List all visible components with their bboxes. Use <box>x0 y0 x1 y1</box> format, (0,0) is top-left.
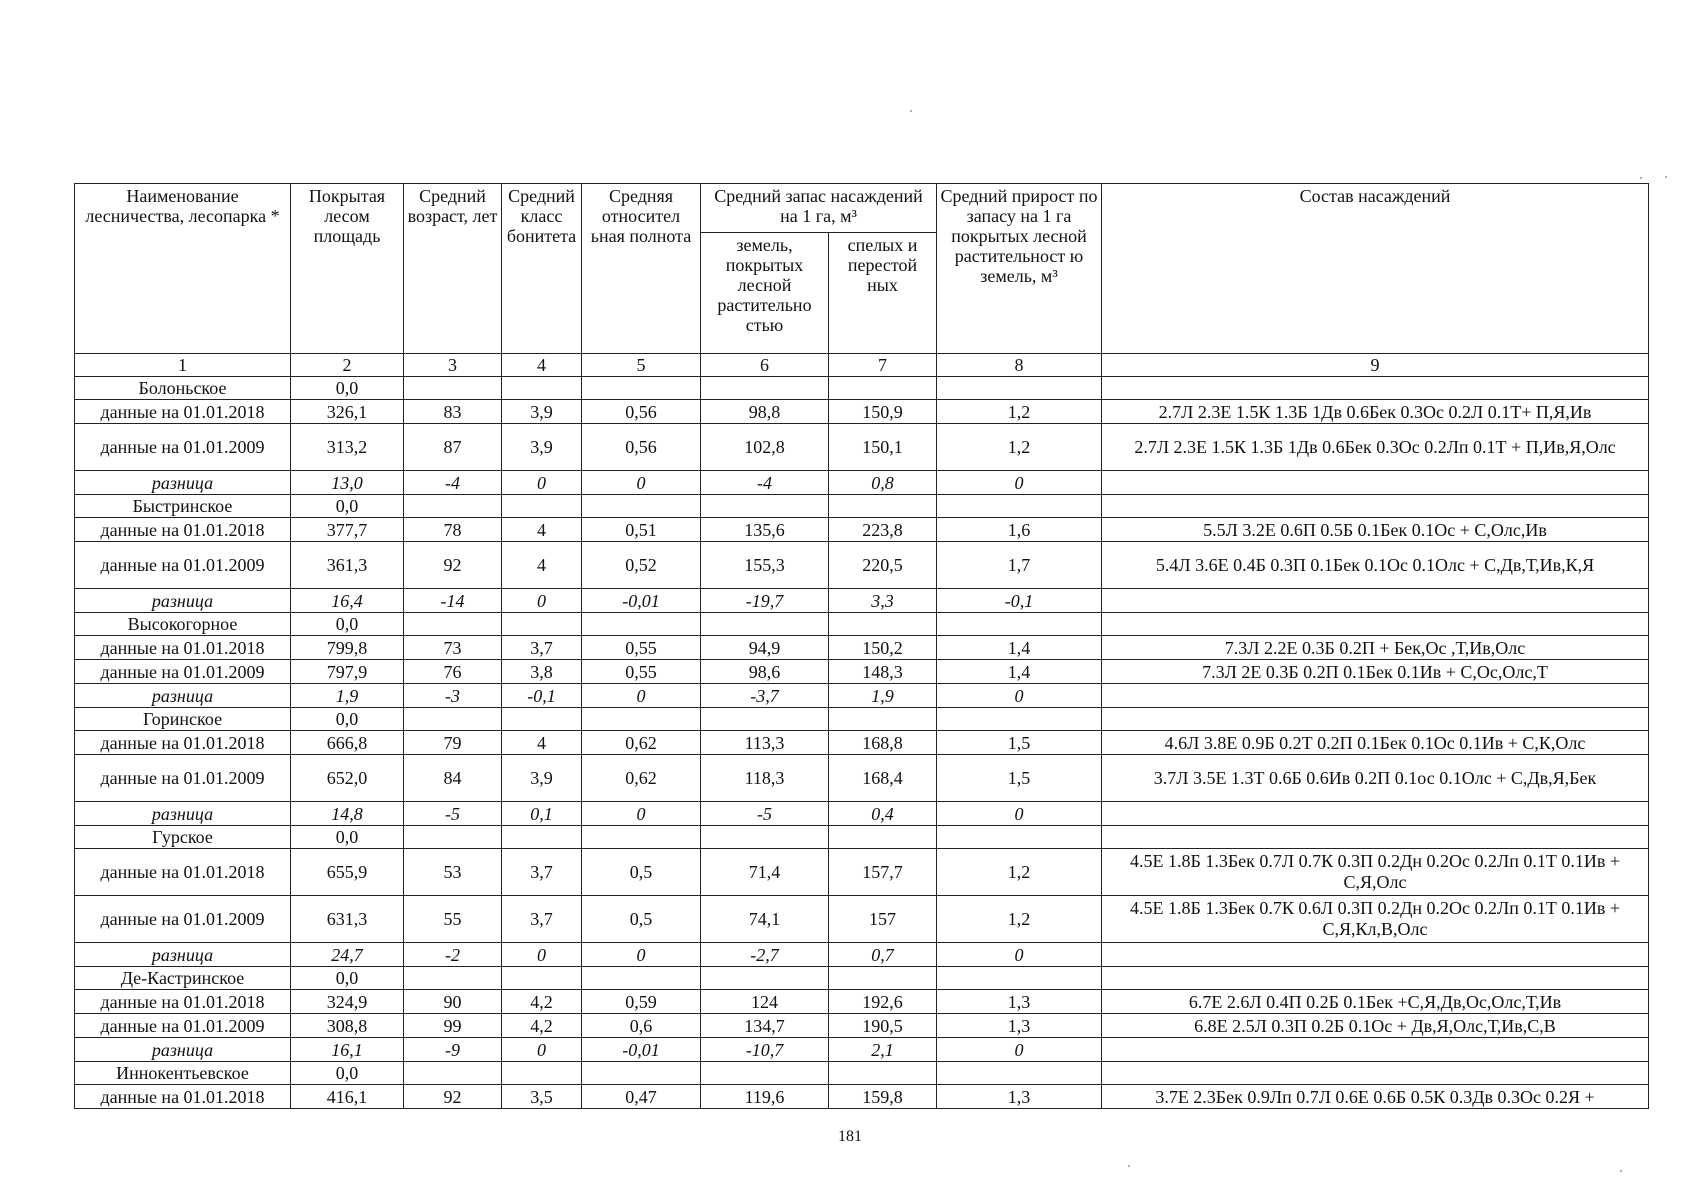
cell-stock-mature: 148,3 <box>829 660 937 684</box>
header-average-age: Средний возраст, лет <box>404 184 502 354</box>
scan-speck <box>910 110 912 112</box>
cell-forest-area: 377,7 <box>291 518 404 542</box>
scan-speck <box>1620 1170 1622 1172</box>
cell-stock-covered <box>701 967 829 990</box>
cell-avg-increment: 1,3 <box>937 990 1102 1014</box>
cell-stock-mature: 0,8 <box>829 471 937 495</box>
cell-forest-area: 326,1 <box>291 400 404 424</box>
cell-label: данные на 01.01.2018 <box>75 518 291 542</box>
column-number-cell: 7 <box>829 354 937 377</box>
cell-forest-area: 13,0 <box>291 471 404 495</box>
forestry-name-row <box>75 826 1649 849</box>
cell-rel-density: 0,56 <box>582 424 701 471</box>
cell-avg-age: 90 <box>404 990 502 1014</box>
cell-composition <box>1102 613 1649 636</box>
cell-stock-mature: 150,9 <box>829 400 937 424</box>
cell-site-class: -0,1 <box>502 684 582 708</box>
cell-avg-increment: 1,5 <box>937 755 1102 802</box>
cell-avg-age <box>404 613 502 636</box>
cell-stock-covered <box>701 1062 829 1085</box>
cell-avg-age: 87 <box>404 424 502 471</box>
data-row <box>75 636 1649 660</box>
cell-avg-age: 53 <box>404 849 502 896</box>
cell-composition: 2.7Л 2.3Е 1.5К 1.3Б 1Дв 0.6Бек 0.3Ос 0.2Лп 0.1Т + П,Ив,Я,Олс <box>1102 424 1649 471</box>
cell-composition: 5.5Л 3.2Е 0.6П 0.5Б 0.1Бек 0.1Ос + С,Олс,Ив <box>1102 518 1649 542</box>
cell-site-class: 0 <box>502 1038 582 1062</box>
data-row <box>75 1085 1649 1109</box>
data-row <box>75 424 1649 471</box>
cell-label: данные на 01.01.2009 <box>75 542 291 589</box>
difference-row <box>75 684 1649 708</box>
cell-composition <box>1102 589 1649 613</box>
cell-stock-mature: 192,6 <box>829 990 937 1014</box>
cell-stock-mature: 150,1 <box>829 424 937 471</box>
cell-label: разница <box>75 471 291 495</box>
page-number: 181 <box>838 1128 862 1145</box>
cell-composition <box>1102 943 1649 967</box>
header-stock-covered-lands: земель, покрытых лесной растительно стью <box>701 233 829 354</box>
cell-avg-increment <box>937 708 1102 731</box>
cell-avg-increment: 1,2 <box>937 896 1102 943</box>
cell-composition: 4.6Л 3.8Е 0.9Б 0.2Т 0.2П 0.1Бек 0.1Ос 0.1Ив + С,К,Олс <box>1102 731 1649 755</box>
cell-site-class: 0 <box>502 471 582 495</box>
cell-stock-covered: 118,3 <box>701 755 829 802</box>
cell-label: Иннокентьевское <box>75 1062 291 1085</box>
cell-composition: 2.7Л 2.3Е 1.5К 1.3Б 1Дв 0.6Бек 0.3Ос 0.2Л 0.1Т+ П,Я,Ив <box>1102 400 1649 424</box>
cell-avg-increment <box>937 377 1102 400</box>
cell-label: данные на 01.01.2018 <box>75 849 291 896</box>
cell-site-class: 3,8 <box>502 660 582 684</box>
cell-composition <box>1102 495 1649 518</box>
difference-row <box>75 589 1649 613</box>
difference-row <box>75 802 1649 826</box>
cell-stock-mature: 2,1 <box>829 1038 937 1062</box>
cell-forest-area: 361,3 <box>291 542 404 589</box>
scan-speck <box>1640 177 1642 179</box>
cell-stock-mature: 190,5 <box>829 1014 937 1038</box>
cell-rel-density: 0 <box>582 471 701 495</box>
difference-row <box>75 1038 1649 1062</box>
cell-stock-mature <box>829 495 937 518</box>
cell-label: Высокогорное <box>75 613 291 636</box>
cell-avg-increment: 1,4 <box>937 636 1102 660</box>
cell-composition: 3.7Е 2.3Бек 0.9Лп 0.7Л 0.6Е 0.6Б 0.5К 0.3Дв 0.3Ос 0.2Я + <box>1102 1085 1649 1109</box>
cell-rel-density <box>582 826 701 849</box>
cell-stock-mature: 168,8 <box>829 731 937 755</box>
cell-composition <box>1102 708 1649 731</box>
cell-rel-density: 0,62 <box>582 731 701 755</box>
cell-label: разница <box>75 684 291 708</box>
cell-avg-increment: 0 <box>937 1038 1102 1062</box>
cell-composition: 4.5Е 1.8Б 1.3Бек 0.7Л 0.7К 0.3П 0.2Дн 0.2Ос 0.2Лп 0.1Т 0.1Ив + С,Я,Олс <box>1102 849 1649 896</box>
column-number-cell: 5 <box>582 354 701 377</box>
cell-stock-mature <box>829 613 937 636</box>
scan-speck <box>1665 176 1667 178</box>
cell-stock-covered: 71,4 <box>701 849 829 896</box>
cell-avg-age: 84 <box>404 755 502 802</box>
cell-site-class: 3,9 <box>502 424 582 471</box>
forestry-name-row <box>75 613 1649 636</box>
cell-site-class: 3,5 <box>502 1085 582 1109</box>
cell-site-class <box>502 377 582 400</box>
cell-rel-density: 0,56 <box>582 400 701 424</box>
cell-site-class: 3,9 <box>502 755 582 802</box>
cell-label: данные на 01.01.2009 <box>75 755 291 802</box>
cell-rel-density: 0,55 <box>582 636 701 660</box>
cell-avg-age <box>404 1062 502 1085</box>
cell-stock-mature: 223,8 <box>829 518 937 542</box>
cell-forest-area: 416,1 <box>291 1085 404 1109</box>
header-forest-area: Покрытая лесом площадь <box>291 184 404 354</box>
forest-inventory-table <box>74 183 1649 1109</box>
cell-avg-increment <box>937 967 1102 990</box>
cell-label: данные на 01.01.2009 <box>75 896 291 943</box>
cell-site-class: 3,7 <box>502 636 582 660</box>
cell-avg-increment: 0 <box>937 802 1102 826</box>
cell-avg-age: 73 <box>404 636 502 660</box>
cell-avg-increment <box>937 613 1102 636</box>
cell-rel-density: 0 <box>582 943 701 967</box>
column-number-cell: 6 <box>701 354 829 377</box>
cell-forest-area: 652,0 <box>291 755 404 802</box>
data-row <box>75 400 1649 424</box>
column-number-cell: 9 <box>1102 354 1649 377</box>
header-site-class: Средний класс бонитета <box>502 184 582 354</box>
cell-rel-density <box>582 495 701 518</box>
cell-rel-density: 0 <box>582 802 701 826</box>
cell-composition <box>1102 1038 1649 1062</box>
cell-rel-density: 0,62 <box>582 755 701 802</box>
cell-stock-covered: 74,1 <box>701 896 829 943</box>
cell-forest-area: 0,0 <box>291 826 404 849</box>
cell-stock-covered <box>701 495 829 518</box>
cell-stock-covered: 135,6 <box>701 518 829 542</box>
cell-avg-increment: 0 <box>937 471 1102 495</box>
cell-avg-age: -5 <box>404 802 502 826</box>
header-average-stock: Средний запас насаждений на 1 га, м³ <box>701 184 937 233</box>
cell-avg-age: 92 <box>404 542 502 589</box>
cell-forest-area: 0,0 <box>291 377 404 400</box>
cell-site-class <box>502 826 582 849</box>
cell-avg-increment: 1,2 <box>937 849 1102 896</box>
forestry-name-row <box>75 377 1649 400</box>
cell-rel-density: 0,52 <box>582 542 701 589</box>
cell-label: Де-Кастринское <box>75 967 291 990</box>
cell-stock-covered: -19,7 <box>701 589 829 613</box>
cell-rel-density: 0 <box>582 684 701 708</box>
cell-forest-area: 0,0 <box>291 1062 404 1085</box>
cell-site-class <box>502 495 582 518</box>
cell-label: Быстринское <box>75 495 291 518</box>
cell-site-class: 4 <box>502 542 582 589</box>
cell-avg-age: -3 <box>404 684 502 708</box>
cell-stock-mature: 0,4 <box>829 802 937 826</box>
cell-avg-age: -4 <box>404 471 502 495</box>
cell-avg-increment: 1,4 <box>937 660 1102 684</box>
cell-site-class: 4 <box>502 731 582 755</box>
cell-stock-covered: -10,7 <box>701 1038 829 1062</box>
cell-stock-covered: 98,8 <box>701 400 829 424</box>
cell-forest-area: 16,4 <box>291 589 404 613</box>
cell-site-class: 3,7 <box>502 849 582 896</box>
cell-composition: 4.5Е 1.8Б 1.3Бек 0.7К 0.6Л 0.3П 0.2Дн 0.2Ос 0.2Лп 0.1Т 0.1Ив + С,Я,Кл,В,Олс <box>1102 896 1649 943</box>
cell-forest-area: 797,9 <box>291 660 404 684</box>
data-row <box>75 990 1649 1014</box>
cell-forest-area: 313,2 <box>291 424 404 471</box>
cell-composition <box>1102 826 1649 849</box>
column-number-cell: 4 <box>502 354 582 377</box>
cell-rel-density <box>582 1062 701 1085</box>
cell-stock-mature <box>829 708 937 731</box>
cell-label: Гурское <box>75 826 291 849</box>
cell-label: данные на 01.01.2018 <box>75 990 291 1014</box>
cell-composition: 3.7Л 3.5Е 1.3Т 0.6Б 0.6Ив 0.2П 0.1ос 0.1Олс + С,Дв,Я,Бек <box>1102 755 1649 802</box>
forestry-name-row <box>75 1062 1649 1085</box>
cell-rel-density: 0,5 <box>582 849 701 896</box>
column-number-cell: 8 <box>937 354 1102 377</box>
difference-row <box>75 471 1649 495</box>
scan-speck <box>1128 1165 1130 1167</box>
cell-site-class: 4 <box>502 518 582 542</box>
cell-stock-mature: 157,7 <box>829 849 937 896</box>
data-row <box>75 1014 1649 1038</box>
cell-label: разница <box>75 802 291 826</box>
cell-label: разница <box>75 1038 291 1062</box>
cell-stock-mature: 150,2 <box>829 636 937 660</box>
cell-composition <box>1102 471 1649 495</box>
cell-avg-increment: 1,2 <box>937 424 1102 471</box>
cell-site-class: 0 <box>502 589 582 613</box>
cell-rel-density <box>582 613 701 636</box>
cell-avg-age <box>404 826 502 849</box>
cell-avg-age: 76 <box>404 660 502 684</box>
cell-stock-mature: 3,3 <box>829 589 937 613</box>
cell-rel-density <box>582 377 701 400</box>
header-relative-density: Средняя относител ьная полнота <box>582 184 701 354</box>
cell-avg-increment <box>937 826 1102 849</box>
cell-forest-area: 666,8 <box>291 731 404 755</box>
data-row <box>75 896 1649 943</box>
cell-stock-covered: -3,7 <box>701 684 829 708</box>
cell-forest-area: 0,0 <box>291 613 404 636</box>
cell-rel-density: 0,47 <box>582 1085 701 1109</box>
cell-site-class: 3,7 <box>502 896 582 943</box>
cell-avg-age <box>404 967 502 990</box>
cell-avg-increment: 0 <box>937 684 1102 708</box>
data-row <box>75 542 1649 589</box>
cell-stock-covered <box>701 613 829 636</box>
cell-rel-density: 0,51 <box>582 518 701 542</box>
cell-stock-mature <box>829 967 937 990</box>
cell-stock-mature <box>829 377 937 400</box>
cell-stock-mature <box>829 826 937 849</box>
cell-rel-density: 0,55 <box>582 660 701 684</box>
cell-composition <box>1102 377 1649 400</box>
cell-site-class <box>502 613 582 636</box>
cell-avg-age <box>404 495 502 518</box>
header-species-composition: Состав насаждений <box>1102 184 1649 354</box>
cell-avg-age: 99 <box>404 1014 502 1038</box>
cell-stock-mature: 0,7 <box>829 943 937 967</box>
cell-composition: 6.8Е 2.5Л 0.3П 0.2Б 0.1Ос + Дв,Я,Олс,Т,Ив,С,В <box>1102 1014 1649 1038</box>
cell-avg-increment: 1,6 <box>937 518 1102 542</box>
header-average-increment: Средний прирост по запасу на 1 га покрытых лесной растительност ю земель, м³ <box>937 184 1102 354</box>
cell-stock-mature: 159,8 <box>829 1085 937 1109</box>
cell-composition <box>1102 967 1649 990</box>
cell-label: разница <box>75 943 291 967</box>
cell-stock-covered: 113,3 <box>701 731 829 755</box>
cell-label: данные на 01.01.2009 <box>75 424 291 471</box>
cell-rel-density: 0,59 <box>582 990 701 1014</box>
column-number-cell: 3 <box>404 354 502 377</box>
cell-stock-covered: 94,9 <box>701 636 829 660</box>
cell-rel-density: 0,6 <box>582 1014 701 1038</box>
cell-forest-area: 24,7 <box>291 943 404 967</box>
cell-rel-density <box>582 967 701 990</box>
cell-forest-area: 0,0 <box>291 495 404 518</box>
cell-stock-covered <box>701 377 829 400</box>
cell-site-class <box>502 1062 582 1085</box>
cell-label: данные на 01.01.2018 <box>75 400 291 424</box>
cell-stock-covered: 119,6 <box>701 1085 829 1109</box>
cell-site-class: 0 <box>502 943 582 967</box>
data-row <box>75 731 1649 755</box>
cell-forest-area: 655,9 <box>291 849 404 896</box>
cell-stock-mature: 1,9 <box>829 684 937 708</box>
forestry-name-row <box>75 708 1649 731</box>
cell-stock-covered <box>701 708 829 731</box>
cell-avg-increment: -0,1 <box>937 589 1102 613</box>
cell-avg-age: 55 <box>404 896 502 943</box>
cell-avg-age: -2 <box>404 943 502 967</box>
cell-stock-mature: 220,5 <box>829 542 937 589</box>
cell-forest-area: 631,3 <box>291 896 404 943</box>
column-number-cell: 2 <box>291 354 404 377</box>
cell-stock-covered: -4 <box>701 471 829 495</box>
cell-site-class <box>502 967 582 990</box>
cell-rel-density: -0,01 <box>582 1038 701 1062</box>
cell-label: данные на 01.01.2018 <box>75 636 291 660</box>
cell-forest-area: 14,8 <box>291 802 404 826</box>
cell-site-class: 3,9 <box>502 400 582 424</box>
cell-label: данные на 01.01.2009 <box>75 1014 291 1038</box>
cell-composition: 5.4Л 3.6Е 0.4Б 0.3П 0.1Бек 0.1Ос 0.1Олс + С,Дв,Т,Ив,К,Я <box>1102 542 1649 589</box>
cell-rel-density: -0,01 <box>582 589 701 613</box>
cell-stock-covered: 98,6 <box>701 660 829 684</box>
column-number-cell: 1 <box>75 354 291 377</box>
cell-avg-age: 83 <box>404 400 502 424</box>
cell-avg-age: 79 <box>404 731 502 755</box>
header-stock-mature-stands: спелых и перестой ных <box>829 233 937 354</box>
forestry-name-row <box>75 495 1649 518</box>
cell-composition: 7.3Л 2Е 0.3Б 0.2П 0.1Бек 0.1Ив + С,Ос,Олс,Т <box>1102 660 1649 684</box>
cell-stock-covered: 102,8 <box>701 424 829 471</box>
cell-site-class: 4,2 <box>502 1014 582 1038</box>
cell-site-class: 0,1 <box>502 802 582 826</box>
cell-composition: 7.3Л 2.2Е 0.3Б 0.2П + Бек,Ос ,Т,Ив,Олс <box>1102 636 1649 660</box>
cell-avg-age: 78 <box>404 518 502 542</box>
cell-composition <box>1102 1062 1649 1085</box>
cell-forest-area: 0,0 <box>291 967 404 990</box>
cell-avg-age: -9 <box>404 1038 502 1062</box>
header-forestry-name: Наименование лесничества, лесопарка * <box>75 184 291 354</box>
cell-stock-mature: 168,4 <box>829 755 937 802</box>
cell-avg-age <box>404 708 502 731</box>
cell-composition <box>1102 802 1649 826</box>
cell-label: данные на 01.01.2018 <box>75 731 291 755</box>
cell-stock-covered: -2,7 <box>701 943 829 967</box>
cell-site-class: 4,2 <box>502 990 582 1014</box>
data-row <box>75 849 1649 896</box>
cell-stock-covered <box>701 826 829 849</box>
cell-forest-area: 0,0 <box>291 708 404 731</box>
cell-avg-increment <box>937 495 1102 518</box>
cell-forest-area: 308,8 <box>291 1014 404 1038</box>
cell-avg-increment: 1,2 <box>937 400 1102 424</box>
cell-label: Болоньское <box>75 377 291 400</box>
data-row <box>75 518 1649 542</box>
cell-forest-area: 799,8 <box>291 636 404 660</box>
cell-label: разница <box>75 589 291 613</box>
cell-rel-density: 0,5 <box>582 896 701 943</box>
data-row <box>75 755 1649 802</box>
cell-rel-density <box>582 708 701 731</box>
cell-forest-area: 16,1 <box>291 1038 404 1062</box>
cell-stock-covered: 155,3 <box>701 542 829 589</box>
cell-label: данные на 01.01.2018 <box>75 1085 291 1109</box>
cell-forest-area: 324,9 <box>291 990 404 1014</box>
cell-avg-age: -14 <box>404 589 502 613</box>
cell-label: Горинское <box>75 708 291 731</box>
cell-avg-increment: 1,5 <box>937 731 1102 755</box>
cell-avg-increment: 1,3 <box>937 1014 1102 1038</box>
cell-stock-covered: -5 <box>701 802 829 826</box>
cell-avg-increment: 0 <box>937 943 1102 967</box>
cell-stock-mature: 157 <box>829 896 937 943</box>
forestry-name-row <box>75 967 1649 990</box>
cell-label: данные на 01.01.2009 <box>75 660 291 684</box>
cell-avg-increment: 1,3 <box>937 1085 1102 1109</box>
column-number-row <box>75 354 1649 377</box>
data-row <box>75 660 1649 684</box>
cell-stock-covered: 124 <box>701 990 829 1014</box>
cell-avg-increment: 1,7 <box>937 542 1102 589</box>
cell-stock-mature <box>829 1062 937 1085</box>
cell-avg-age: 92 <box>404 1085 502 1109</box>
cell-avg-increment <box>937 1062 1102 1085</box>
cell-avg-age <box>404 377 502 400</box>
cell-stock-covered: 134,7 <box>701 1014 829 1038</box>
cell-site-class <box>502 708 582 731</box>
cell-composition: 6.7Е 2.6Л 0.4П 0.2Б 0.1Бек +С,Я,Дв,Ос,Олс,Т,Ив <box>1102 990 1649 1014</box>
difference-row <box>75 943 1649 967</box>
cell-forest-area: 1,9 <box>291 684 404 708</box>
table-body <box>75 377 1649 1109</box>
cell-composition <box>1102 684 1649 708</box>
